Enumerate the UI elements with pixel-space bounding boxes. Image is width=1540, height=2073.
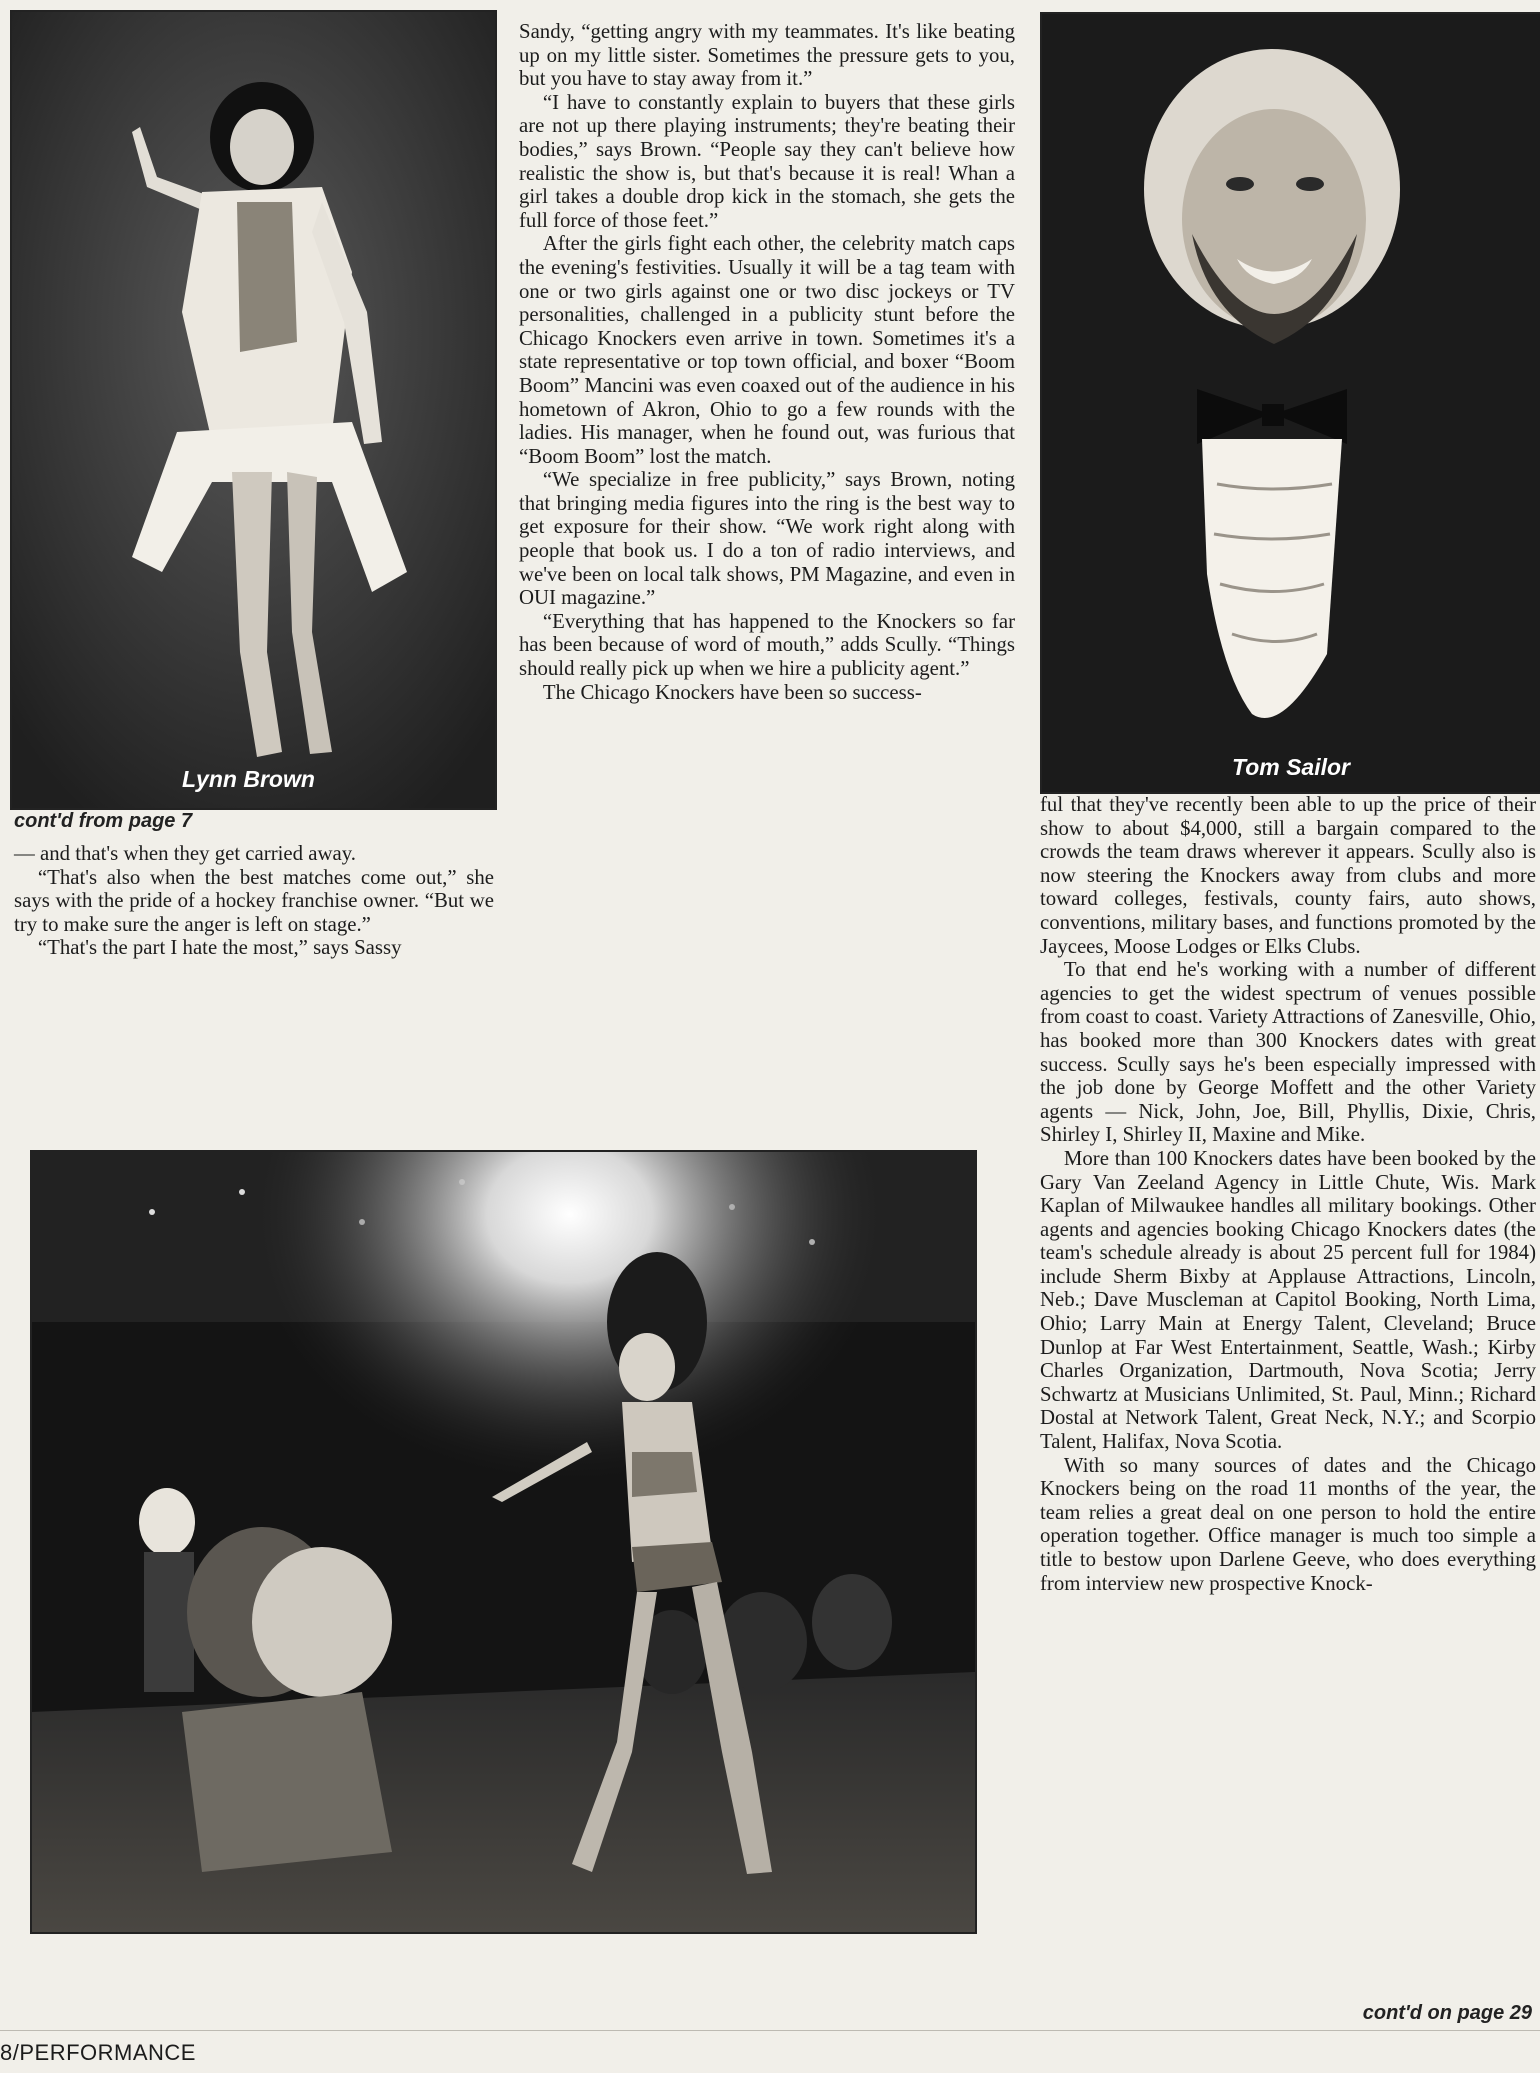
photo-mud-wrestling-match: [30, 1150, 977, 1934]
article-column-left: [14, 842, 494, 960]
lynn-brown-figure-graphic: [12, 12, 495, 808]
paragraph: — and that's when they get carried away.: [14, 842, 356, 865]
photo-lynn-brown: [10, 10, 497, 810]
paragraph: The Chicago Knockers have been so success-: [542, 680, 922, 704]
paragraph: ful that they've recently been able to up the price of their show to about $4,000, still a bargain compared to the crowds the team draws wherever it appears. Scully also is now steering the Knockers away from clubs and more toward colleges, festivals, county fairs, auto shows, conventions, military bases, and functions promoted by the Jaycees, Moose Lodges or Elks Clubs.: [1040, 793, 1536, 958]
paragraph: “That's also when the best matches come out,” she says with the pride of a hockey franchise owner. “But we try to make sure the anger is left on stage.”: [14, 865, 494, 936]
paragraph: To that end he's working with a number of different agencies to get the widest spectrum of venues possible from coast to coast. Variety Attractions of Zanesville, Ohio, has booked more than 300 Knockers dates with great success. Scully says he's been especially impressed with the job done by George Moffett and the other Variety agents — Nick, John, Joe, Bill, Phyllis, Dixie, Chris, Shirley I, Shirley II, Maxine and Mike.: [1040, 958, 1536, 1147]
continued-on-label: cont'd on page 29: [1362, 2002, 1532, 2024]
continued-from-label: cont'd from page 7: [14, 810, 193, 832]
tom-sailor-portrait-graphic: [1042, 14, 1540, 792]
paragraph: With so many sources of dates and the Chicago Knockers being on the road 11 months of the year, the team relies a great deal on one person to hold the entire operation together. Office manager is much too simple a title to bestow upon Darlene Geeve, who does everything from interview new prospective Knock-: [1040, 1453, 1536, 1595]
paragraph: Sandy, “getting angry with my teammates. It's like beating up on my little sister. Sometimes the pressure gets to you, but you have to stay away from it.”: [519, 20, 1015, 91]
paragraph: “Everything that has happened to the Knockers so far has been because of word of mouth,” adds Scully. “Things should really pick up when we hire a publicity agent.”: [519, 609, 1015, 681]
paragraph: “I have to constantly explain to buyers that these girls are not up there playing instruments; they're beating their bodies,” says Brown. “People say they can't believe how realistic the show is, but that's because it is real! Whan a girl takes a double drop kick in the stomach, she gets the full force of those feet.”: [519, 90, 1015, 232]
mud-wrestling-scene-graphic: [32, 1152, 975, 1932]
page-folio: 8/PERFORMANCE: [0, 2040, 196, 2065]
paragraph: “That's the part I hate the most,” says Sassy: [37, 936, 402, 960]
lynn-brown-caption: Lynn Brown: [182, 766, 315, 792]
show-through-artifact: [60, 1935, 580, 1995]
paragraph: “We specialize in free publicity,” says Brown, noting that bringing media figures into the ring is the best way to get exposure for their show. “We work right along with people that book us. I do a ton of radio interviews, and we've been on local talk shows, PM Magazine, and even in OUI magazine.”: [519, 468, 1015, 610]
paragraph: After the girls fight each other, the celebrity match caps the evening's festivities. Usually it will be a tag team with one or two girls against one or two disc jockeys or TV personalities, challenged in a publicity stunt before the Chicago Knockers even arrive in town. Sometimes it's a state representative or top town official, and boxer “Boom Boom” Mancini was even coaxed out of the audience in his hometown of Akron, Ohio to go a few rounds with the ladies. His manager, when he found out, was furious that “Boom Boom” lost the match.: [519, 232, 1015, 468]
photo-tom-sailor: [1040, 12, 1540, 794]
article-column-right: [1040, 793, 1536, 1595]
article-column-middle: [519, 20, 1015, 704]
footer-rule: [0, 2030, 1540, 2031]
tom-sailor-caption: Tom Sailor: [1232, 754, 1350, 780]
paragraph: More than 100 Knockers dates have been booked by the Gary Van Zeeland Agency in Little Chute, Wis. Mark Kaplan of Milwaukee handles all military bookings. Other agents and agencies booking Chicago Knockers dates (the team's schedule already is about 25 percent full for 1984) include Sherm Bixby at Applause Attractions, Lincoln, Neb.; Dave Muscleman at Capitol Booking, North Lima, Ohio; Larry Main at Energy Talent, Cleveland; Bruce Dunlop at Far West Entertainment, Seattle, Wash.; Kirby Charles Organization, Dartmouth, Nova Scotia; Jerry Schwartz at Musicians Unlimited, St. Paul, Minn.; Richard Dostal at Network Talent, Great Neck, N.Y.; and Scorpio Talent, Halifax, Nova Scotia.: [1040, 1146, 1536, 1454]
